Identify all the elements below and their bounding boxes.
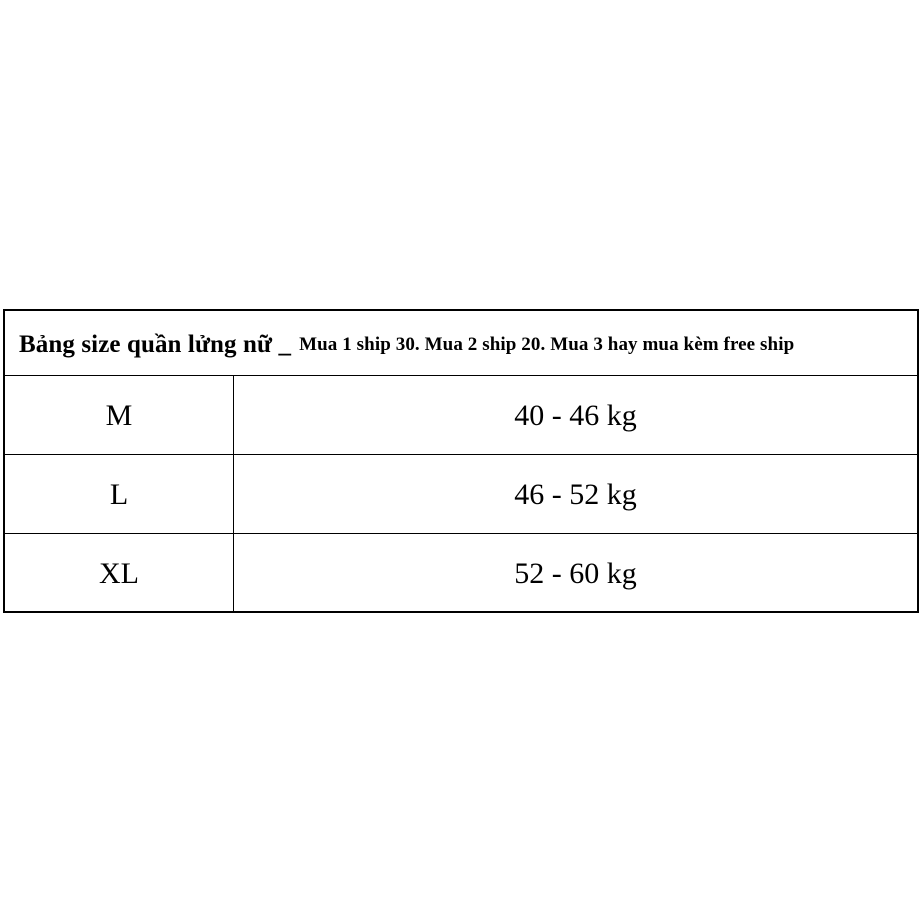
weight-cell: 46 - 52 kg bbox=[514, 478, 637, 511]
shipping-note: Mua 1 ship 30. Mua 2 ship 20. Mua 3 hay mua kèm free ship bbox=[299, 334, 795, 355]
table-body bbox=[5, 376, 917, 611]
table-header bbox=[5, 311, 917, 376]
table-title: Bảng size quần lửng nữ _ bbox=[19, 331, 292, 358]
weight-cell: 40 - 46 kg bbox=[514, 399, 637, 432]
table-row bbox=[5, 376, 917, 455]
table-row bbox=[5, 455, 917, 534]
weight-cell: 52 - 60 kg bbox=[514, 556, 637, 590]
size-chart-table bbox=[3, 309, 919, 613]
table-row bbox=[5, 534, 917, 611]
size-cell: L bbox=[5, 455, 234, 533]
size-cell: XL bbox=[5, 534, 234, 611]
size-cell: M bbox=[5, 376, 234, 454]
